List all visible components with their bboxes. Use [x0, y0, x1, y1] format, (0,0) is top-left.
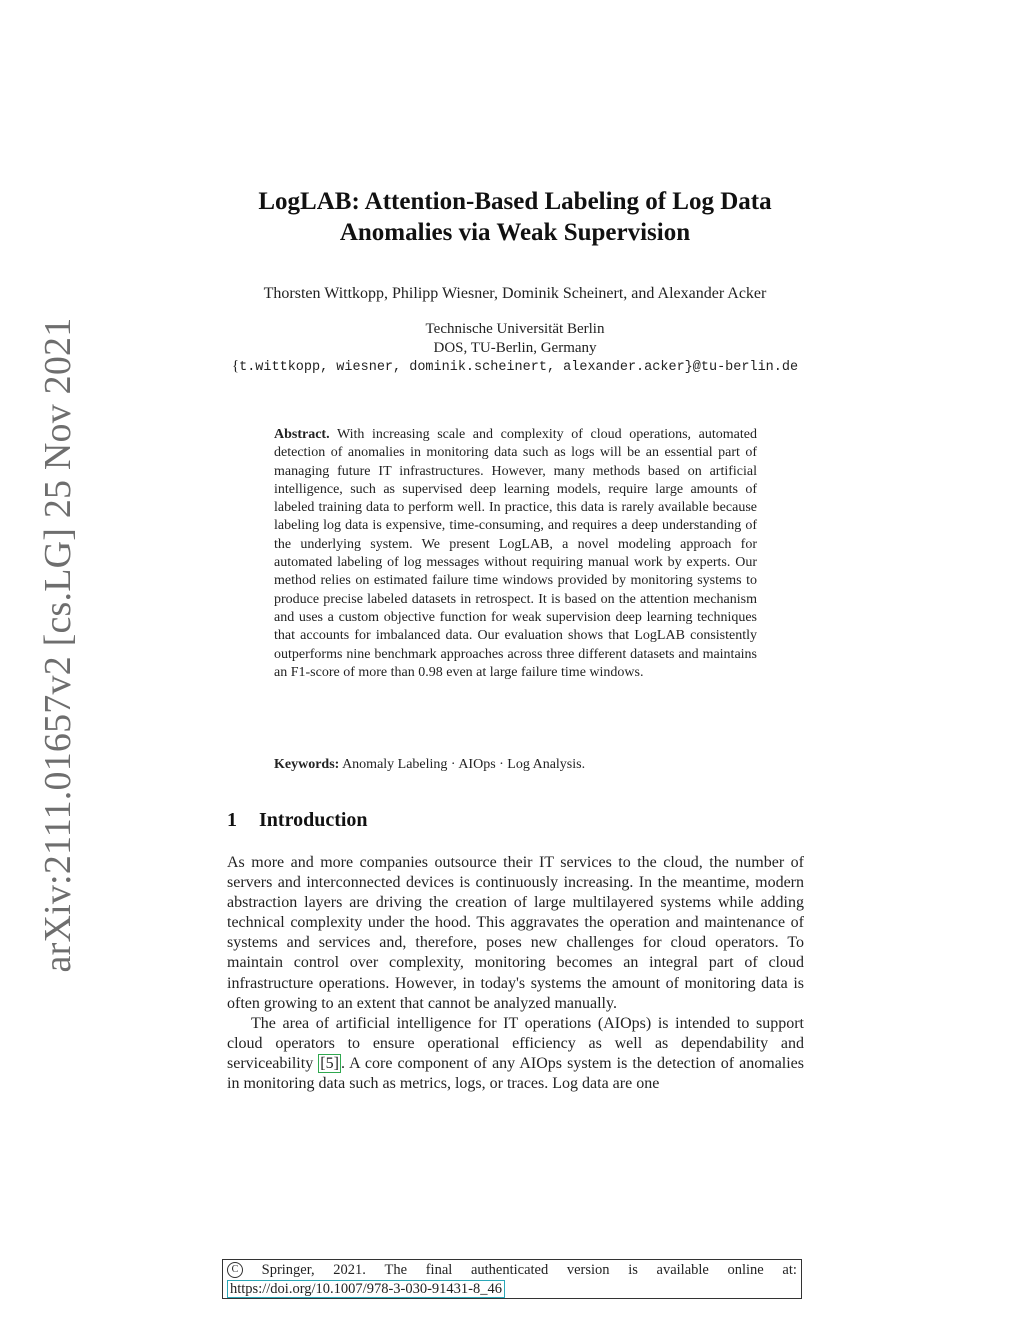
affiliation [200, 320, 830, 378]
copyright-icon: C [227, 1262, 243, 1278]
section-number: 1 [227, 809, 237, 831]
arxiv-identifier: arXiv:2111.01657v2 [cs.LG] 25 Nov 2021 [37, 317, 79, 973]
footer-word: online [727, 1262, 764, 1278]
intro-paragraph-1: As more and more companies outsource their IT services to the cloud, the number of servers and interconnected devices is continuously increasing. In the meantime, modern abstraction layers are driving the creation of large multilayered systems while adding technical complexity under the hood. This aggravates the operation and maintenance of systems and services and, therefore, poses new challenges for cloud operators. To maintain control over complexity, monitoring becomes an integral part of cloud infrastructure operations. However, in today's systems the amount of monitoring data is often growing to an extent that cannot be analyzed manually. [227, 854, 804, 1012]
footer-word: at: [782, 1262, 797, 1278]
keywords [274, 757, 757, 773]
author-emails [200, 357, 830, 378]
abstract-label: Abstract. [274, 427, 330, 442]
introduction-body [227, 853, 804, 1094]
email-brace-open: { [231, 358, 240, 374]
footer-word: The [384, 1262, 408, 1278]
footer-word: final [425, 1262, 453, 1278]
footer-word: is [628, 1262, 638, 1278]
paper-title [200, 186, 830, 248]
footer-word: Springer, [261, 1262, 315, 1278]
email-domain: }@tu-berlin.de [684, 360, 799, 375]
section-title: Introduction [259, 809, 368, 831]
abstract [274, 426, 757, 682]
title-line-2: Anomalies via Weak Supervision [339, 219, 691, 246]
title-line-1: LogLAB: Attention-Based Labeling of Log Data [258, 188, 772, 215]
intro-paragraph-2-end: . A core component of any AIOps system is the detection of anomalies in monitoring data such as metrics, logs, or traces. Log data are one [227, 1054, 805, 1093]
doi-link[interactable]: https://doi.org/10.1007/978-3-030-91431-8_46 [227, 1280, 505, 1298]
section-heading [227, 809, 368, 832]
abstract-text: With increasing scale and complexity of cloud operations, automated detection of anomalies in monitoring data such as logs will be an essential part of managing future IT infrastructures. However, many methods based on artificial intelligence, such as supervised deep learning models, require large amounts of labeled training data to perform well. In practice, this data is rarely available because labeling log data is expensive, time-consuming, and requires a deep understanding of the underlying system. We present LogLAB, a novel modeling approach for automated labeling of log messages without requiring manual work by experts. Our method relies on estimated failure time windows provided by monitoring systems to produce precise labeled datasets in retrospect. It is based on the attention mechanism and uses a custom objective function for weak supervision deep learning techniques that accounts for imbalanced data. Our evaluation shows that LogLAB consistently outperforms nine benchmark approaches across three different datasets and maintains an F1-score of more than 0.98 even at large failure time windows. [274, 427, 757, 680]
citation-link[interactable]: [5] [320, 1054, 339, 1072]
footer-word: 2021. [333, 1262, 366, 1278]
copyright-line [227, 1262, 797, 1279]
keywords-label: Keywords: [274, 757, 340, 772]
copyright-notice [222, 1259, 802, 1299]
intro-paragraph-2-start: The area of artificial intelligence for IT operations (AIOps) is intended to support cloud operators to ensure operational efficiency as well as dependability and serviceability [227, 1014, 804, 1072]
intro-paragraph-2 [227, 1014, 804, 1094]
footer-word: available [656, 1262, 709, 1278]
affiliation-university: Technische Universität Berlin [425, 321, 605, 337]
affiliation-department: DOS, TU-Berlin, Germany [433, 339, 597, 356]
keywords-text: Anomaly Labeling · AIOps · Log Analysis. [342, 757, 586, 772]
footer-word: version [566, 1262, 610, 1278]
email-names: t.wittkopp, wiesner, dominik.scheinert, alexander.acker [239, 360, 685, 375]
footer-word: authenticated [470, 1262, 549, 1278]
author-list: Thorsten Wittkopp, Philipp Wiesner, Dominik Scheinert, and Alexander Acker [263, 285, 767, 302]
